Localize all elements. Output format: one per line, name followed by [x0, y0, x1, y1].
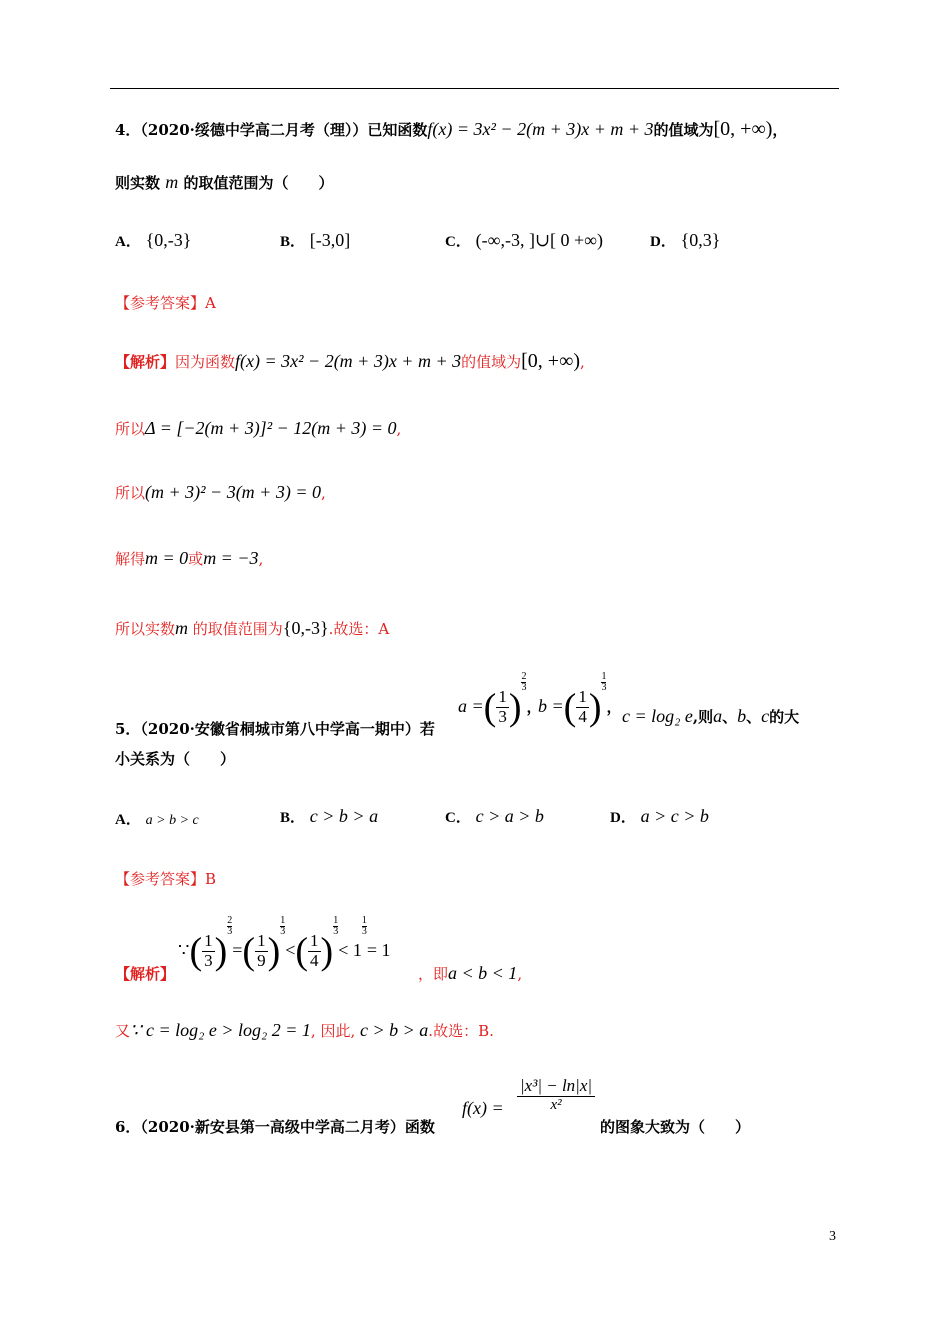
q5-f1-exp [227, 916, 232, 937]
q4-option-d [650, 230, 720, 251]
q6-numerator: |x³| − ln|x| [517, 1076, 595, 1097]
q5-sol2b: , 因此, [310, 1022, 356, 1040]
q5-option-b-label: B． [280, 810, 306, 826]
q6-denominator: x² [550, 1097, 562, 1113]
q5-f3-en: 1 [333, 915, 339, 926]
q5-f1-num: 1 [204, 931, 213, 951]
q5-sol1b: ，即 [418, 965, 449, 983]
q4-solution-label: 【解析】 [115, 353, 176, 371]
q5-option-d-value: a > c > b [640, 806, 709, 826]
q5-because: ∵ [178, 940, 190, 960]
q4-sol1func: f(x) = 3x² − 2(m + 3)x + m + 3 [235, 351, 462, 371]
q5-f2-frac [255, 932, 268, 970]
q5-a-exp-n: 2 [521, 671, 527, 682]
q5-option-d-label: D． [610, 810, 636, 826]
q5-a-num: 1 [498, 687, 507, 707]
q5-f3-ed: 3 [333, 926, 339, 937]
q4-option-d-value: {0,3} [680, 230, 721, 250]
q5-sep2: ， [606, 698, 622, 716]
q5-option-b [280, 806, 378, 827]
q4-option-c-value: (-∞,-3, ]∪[ 0 +∞) [475, 230, 603, 250]
q5-b-frac [576, 688, 589, 726]
q4-sol5a: 所以实数 [115, 620, 176, 638]
q5-a-frac [496, 688, 509, 726]
q5-option-c [445, 806, 544, 827]
q5-f3-lparen: ( [295, 930, 309, 973]
q6-fx-label: f(x) = [462, 1098, 504, 1118]
q5-c-def [622, 706, 799, 727]
q4-option-b-label: B． [280, 234, 306, 250]
q5-option-a-value: a > b > c [145, 813, 199, 828]
q5-option-a-label: A． [115, 812, 141, 828]
q5-b-rparen: ) [588, 686, 602, 729]
q5-solution-label: 【解析】 [115, 965, 176, 983]
q4-solution-line2 [115, 418, 401, 439]
q5-f1-rparen: ) [214, 930, 228, 973]
q5-lt: < [285, 940, 296, 960]
page-number: 3 [829, 1229, 836, 1244]
q4-sol5set: {0,-3} [282, 618, 329, 638]
q5-a-rparen: ) [508, 686, 522, 729]
q5-f1-frac [202, 932, 215, 970]
q5-f2-en: 1 [280, 915, 286, 926]
q4-option-a-label: A． [115, 234, 141, 250]
q4-option-a-value: {0,-3} [145, 230, 192, 250]
q4-line2a: 则实数 [115, 174, 161, 192]
q5-b-eq: b = [538, 696, 564, 716]
q4-sol2eq: Δ = [−2(m + 3)]² − 12(m + 3) = 0 [145, 418, 397, 438]
q5-head: 5．（2020·安徽省桐城市第八中学高一期中）若 [115, 720, 435, 738]
q5-tail2: 的大 [769, 708, 800, 726]
q4-sol5var: m [175, 618, 189, 638]
q5-tail: ,则 [692, 708, 714, 726]
q4-sol4eq1: m = 0 [145, 548, 189, 568]
q5-line2: 小关系为（ ） [115, 750, 236, 768]
q5-sol1ineq: a < b < 1 [448, 963, 518, 983]
q5-va: a [713, 706, 723, 726]
q5-f3-exp [333, 916, 338, 937]
q5-c-eq: c = log₂ e [622, 706, 693, 726]
q5-b-def [538, 672, 621, 730]
q4-sol4eq2: m = −3 [203, 548, 259, 568]
q4-head: 4．（2020·绥德中学高二月考（理））已知函数 [115, 121, 428, 139]
q5-a-lparen: ( [483, 686, 497, 729]
q5-f2-den: 9 [257, 951, 266, 970]
q4-func: f(x) = 3x² − 2(m + 3)x + m + 3 [427, 119, 654, 139]
q5-sol2a: 又 [115, 1022, 131, 1040]
q5-dun1: 、 [722, 708, 738, 726]
q5-f2-rparen: ) [267, 930, 281, 973]
q5-option-a [115, 808, 199, 829]
q4-sol1range: [0, +∞) [521, 350, 580, 372]
q5-option-d [610, 806, 709, 827]
q5-f3-rparen: ) [320, 930, 334, 973]
q5-f2-ed: 3 [280, 926, 286, 937]
q5-one-ed: 3 [361, 926, 367, 937]
q5-b-den: 4 [578, 707, 587, 726]
q5-sol2c: .故选：B. [428, 1022, 494, 1040]
q4-line2var: m [165, 172, 179, 192]
q5-f1-en: 2 [227, 915, 233, 926]
q5-f2-exp [280, 916, 285, 937]
q5-f3-den: 4 [310, 951, 319, 970]
q4-sol3b: , [320, 484, 326, 502]
q4-solution-line1 [115, 350, 585, 373]
q5-solution-line1-tail [418, 963, 522, 984]
q5-one-exp [362, 916, 367, 937]
q5-f3-frac [308, 932, 321, 970]
q4-solution-line4 [115, 548, 263, 569]
q4-sol1c: , [579, 353, 585, 371]
q6-fraction [517, 1076, 595, 1114]
q5-lt2: < 1 [338, 940, 362, 960]
q5-b-exp [601, 672, 606, 693]
q5-a-eq: a = [458, 696, 484, 716]
q5-a-exp-d: 3 [521, 682, 527, 693]
q4-option-b [280, 230, 350, 251]
q5-f3-num: 1 [310, 931, 319, 951]
q6-fx [462, 1098, 504, 1119]
q6-tail: 的图象大致为（ ） [600, 1118, 751, 1136]
header-rule [110, 88, 839, 89]
q5-f2-num: 1 [257, 931, 266, 951]
q5-solution-chain [178, 916, 391, 974]
q5-f2-lparen: ( [242, 930, 256, 973]
q4-line2b: 的取值范围为（ ） [183, 174, 334, 192]
q5-option-c-label: C． [445, 810, 471, 826]
q4-solution-line3 [115, 482, 326, 503]
q4-sol2a: 所以 [115, 420, 146, 438]
q5-a-def [458, 672, 541, 730]
q5-answer: 【参考答案】B [115, 870, 217, 888]
q4-sol4b: , [258, 550, 264, 568]
q5-f1-den: 3 [204, 951, 213, 970]
q4-line2 [115, 172, 334, 193]
q4-comma: ， [772, 121, 788, 139]
q4-sol4a: 解得 [115, 550, 146, 568]
q4-sol3a: 所以 [115, 484, 146, 502]
q5-eq1: = 1 [366, 940, 391, 960]
q5-b-exp-n: 1 [601, 671, 607, 682]
q5-option-b-value: c > b > a [309, 806, 379, 826]
q4-option-a [115, 230, 191, 251]
q4-answer: 【参考答案】A [115, 294, 216, 312]
q5-solution-line2 [115, 1020, 494, 1041]
q5-vb: b [737, 706, 747, 726]
q5-sol2eq: ∵ c = log₂ e > log₂ 2 = 1 [130, 1020, 311, 1040]
q5-b-lparen: ( [563, 686, 577, 729]
q5-option-c-value: c > a > b [475, 806, 544, 826]
q4-option-d-label: D． [650, 234, 676, 250]
q6-head: 6．（2020·新安县第一高级中学高二月考）函数 [115, 1118, 435, 1136]
q5-eq: = [232, 940, 243, 960]
q5-b-num: 1 [578, 687, 587, 707]
q5-a-den: 3 [498, 707, 507, 726]
q5-dun2: 、 [746, 708, 762, 726]
q5-sol2ineq: c > b > a [360, 1020, 429, 1040]
q4-sol5b: 的取值范围为 [192, 620, 283, 638]
q5-sol1c: , [517, 965, 523, 983]
q5-one-en: 1 [361, 915, 367, 926]
q5-vc: c [761, 706, 770, 726]
q4-option-b-value: [-3,0] [309, 230, 351, 250]
q4-option-c-label: C． [445, 234, 471, 250]
q4-range: [0, +∞) [713, 118, 773, 140]
q4-sol4or: 或 [188, 550, 204, 568]
q4-sol1b: 的值域为 [461, 353, 522, 371]
q4-sol1a: 因为函数 [175, 353, 236, 371]
q4-solution-line5 [115, 618, 389, 639]
q4-sol5c: .故选：A [328, 620, 390, 638]
q4-line1 [115, 118, 787, 141]
q5-sep1: ， [526, 698, 542, 716]
q5-a-exp [521, 672, 526, 693]
q5-b-exp-d: 3 [601, 682, 607, 693]
q4-sol3eq: (m + 3)² − 3(m + 3) = 0 [145, 482, 321, 502]
q4-option-c [445, 230, 603, 251]
q5-f1-lparen: ( [189, 930, 203, 973]
q4-sol2b: , [396, 420, 402, 438]
q5-f1-ed: 3 [227, 926, 233, 937]
q4-mid: 的值域为 [653, 121, 714, 139]
